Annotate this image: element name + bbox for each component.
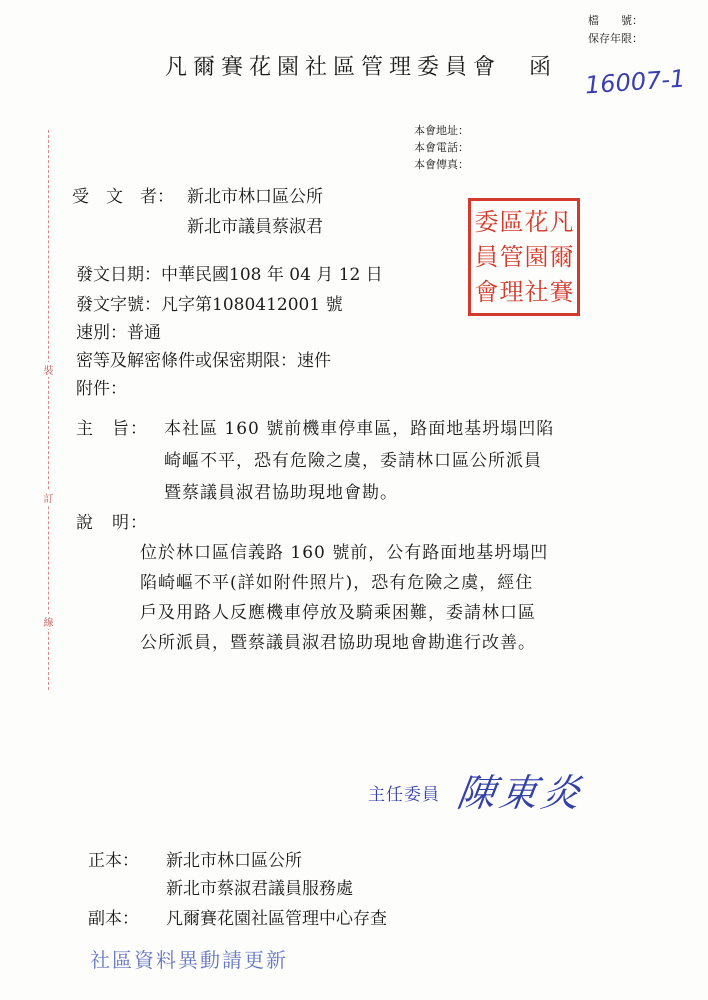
document-number: 發文字號：凡字第1080412001 號 (76, 295, 343, 315)
attachment-label: 附件： (76, 379, 127, 399)
phone-label: 本會電話： (414, 141, 469, 154)
seal-char: 園 (524, 242, 549, 271)
address-label: 本會地址： (414, 124, 469, 137)
seal-char: 凡 (549, 207, 574, 236)
signature-name: 陳東炎 (454, 771, 587, 815)
issue-date: 發文日期：中華民國108 年 04 月 12 日 (76, 265, 383, 285)
file-no-label: 檔 號： (588, 14, 643, 27)
seal-char: 社 (524, 278, 549, 307)
binding-line (48, 130, 49, 690)
binding-char: 裝 (41, 362, 56, 377)
speed-class: 速別：普通 (76, 323, 161, 343)
retention-label: 保存年限： (588, 32, 643, 45)
binding-char: 線 (41, 614, 56, 629)
subject-label: 主 旨： (76, 419, 148, 439)
seal-char: 賽 (549, 278, 574, 307)
community-seal (468, 198, 580, 316)
seal-char: 會 (474, 278, 499, 307)
copy-label: 副本： (88, 909, 139, 929)
subject-line: 本社區 160 號前機車停車區，路面地基坍塌凹陷 (164, 419, 555, 439)
contact-block (414, 122, 469, 173)
handwritten-file-number: 16007-1 (584, 64, 687, 100)
secrecy-class: 密等及解密條件或保密期限：速件 (76, 351, 331, 371)
seal-char: 區 (499, 207, 524, 236)
signature-title: 主任委員 (368, 785, 440, 805)
fax-label: 本會傳真： (414, 158, 469, 171)
explanation-line: 戶及用路人反應機車停放及騎乘困難，委請林口區 (140, 603, 536, 623)
explanation-line: 位於林口區信義路 160 號前，公有路面地基坍塌凹 (140, 543, 549, 563)
page-title: 凡爾賽花園社區管理委員會 函 (165, 55, 558, 80)
subject-line: 崎嶇不平，恐有危險之虞，委請林口區公所派員 (164, 451, 542, 471)
original-recipient: 新北市蔡淑君議員服務處 (166, 879, 353, 899)
subject-line: 暨蔡議員淑君協助現地會勘。 (164, 483, 398, 503)
update-stamp: 社區資料異動請更新 (90, 948, 288, 972)
file-box (588, 12, 643, 48)
seal-char: 花 (524, 207, 549, 236)
seal-char: 委 (474, 207, 499, 236)
recipient-label: 受 文 者： (72, 187, 174, 207)
explanation-label: 說 明： (76, 513, 148, 533)
explanation-line: 公所派員，暨蔡議員淑君協助現地會勘進行改善。 (140, 633, 536, 653)
binding-char: 訂 (41, 490, 56, 505)
seal-char: 員 (474, 242, 499, 271)
explanation-line: 陷崎嶇不平(詳如附件照片)，恐有危險之虞，經住 (140, 573, 534, 593)
original-label: 正本： (88, 851, 139, 871)
original-recipient: 新北市林口區公所 (166, 851, 302, 871)
recipient-1: 新北市林口區公所 (187, 187, 323, 207)
seal-char: 爾 (549, 242, 574, 271)
seal-char: 管 (499, 242, 524, 271)
copy-recipient: 凡爾賽花園社區管理中心存查 (166, 909, 387, 929)
seal-char: 理 (499, 278, 524, 307)
recipient-2: 新北市議員蔡淑君 (187, 217, 323, 237)
